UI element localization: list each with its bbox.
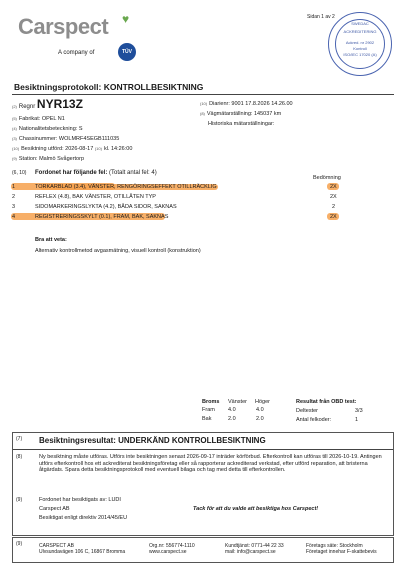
nationalitet-value: Nationalitetsbeteckning: S <box>18 126 83 132</box>
fault-grade: 2 <box>332 204 336 210</box>
footer-seat: Företags säte: Stockholm <box>306 543 363 549</box>
bra-att-veta-heading: Bra att veta: <box>35 237 67 243</box>
fault-grade: 2X <box>330 184 337 190</box>
footer-phone: Kundtjänst: 0771-44 22 33 <box>225 543 284 549</box>
footer-company: CARSPECT AB <box>39 543 74 549</box>
company-of-label: A company of <box>58 50 95 56</box>
footer-tax: Företaget innehar F-skattebevis <box>306 549 377 555</box>
fault-grade: 2X <box>330 194 337 200</box>
faults-heading: Fordonet har följande fel: <box>35 170 108 176</box>
footer-col-1 <box>39 543 125 555</box>
nationalitet-row <box>12 126 82 133</box>
tested-ref: (9) <box>16 497 23 503</box>
fault-number: 4 <box>12 214 16 220</box>
result-ref: (7) <box>16 436 23 442</box>
fault-row <box>12 183 352 191</box>
page-number: Sidan 1 av 2 <box>307 14 335 20</box>
result-body: Ny besiktning måste utföras. Utförs inte besiktningen senast 2026-09-17 inträder körförbud. Efterkontroll kan utföras till 2026-10-19. Antingen utförs efterkontroll hos ett ackrediterat besiktningsföretag eller så rapporterar ackrediterad verkstad, efter utförd reparation, att bristerna åtgärdats. Spara detta besiktningsprotokoll med eventuell bilaga och tag med detta till efterkontrollen. <box>39 454 382 473</box>
thanks-text: Tack för att du valde att besiktiga hos Carspect! <box>193 506 319 512</box>
carspect-logo: Carspect <box>18 14 109 39</box>
result-body-ref: (8) <box>16 454 23 460</box>
seal-side: ACKREDITERING <box>343 29 377 34</box>
footer-ref: (9) <box>16 541 23 547</box>
fault-number: 3 <box>12 204 16 210</box>
regnr-label: Regnr <box>18 104 36 110</box>
kl-value: kl. 14:26:00 <box>103 146 133 152</box>
footer <box>12 537 394 563</box>
kl-ref: (10) <box>94 146 102 151</box>
brake-header: Höger <box>255 399 270 405</box>
fault-grade: 2X <box>330 214 337 220</box>
result-heading: Besiktningsresultat: UNDERKÄND KONTROLLBESIKTNING <box>39 436 266 445</box>
diarienr-value: Diarienr: 9001 17.8.2026 14.26.00 <box>209 101 293 107</box>
fault-row <box>12 203 352 211</box>
footer-col-4 <box>306 543 377 555</box>
seal-number: Ackred. nr 2902 <box>345 40 375 45</box>
chassi-value: Chassinummer: WOLMRF4SEGB111035 <box>18 136 120 142</box>
obd-label: Deltester <box>296 408 319 414</box>
fault-row <box>12 213 352 221</box>
brake-cell: 4.0 <box>228 407 236 413</box>
regnr-ref: (2) <box>12 104 17 109</box>
chassi-row <box>12 136 119 143</box>
bra-att-veta-text: Alternativ kontrollmetod avgasmätning, visuell kontroll (konstruktion) <box>35 248 201 254</box>
result-box <box>12 432 394 536</box>
utford-value: Besiktning utförd: 2026-08-17 <box>21 146 94 152</box>
obd-table <box>296 399 391 426</box>
fabrikat-value: Fabrikat: OPEL N1 <box>18 116 65 122</box>
fault-text: REFLEX (4.8), BAK VÄNSTER, OTILLÅTEN TYP <box>35 194 156 200</box>
brake-cell: 2.0 <box>228 416 236 422</box>
matar-row <box>200 111 281 118</box>
faults-ref: (6, 10) <box>12 170 27 176</box>
regnr-value: NYR13Z <box>36 97 83 111</box>
faults-total: (Totalt antal fel: 4) <box>109 170 157 176</box>
fabrikat-ref: (5) <box>12 116 17 121</box>
station-value: Station: Malmö Svågertorp <box>18 156 85 162</box>
grade-heading: Bedömning <box>313 175 341 181</box>
swedac-seal <box>328 12 392 76</box>
matar-ref: (8) <box>200 111 205 116</box>
faults-heading-row <box>35 170 157 177</box>
seal-iso: ISO/IEC 17020 (A) <box>343 52 377 57</box>
title-divider <box>12 94 394 95</box>
brake-header: Broms <box>202 399 220 405</box>
brake-header: Vänster <box>228 399 247 405</box>
obd-value: 3/3 <box>355 408 363 414</box>
diarienr-row <box>200 101 293 108</box>
tested-by: Fordonet har besiktigats av: LUDI <box>39 497 121 503</box>
station-row <box>12 156 84 163</box>
nationalitet-ref: (4) <box>12 126 17 131</box>
brake-table <box>202 399 282 425</box>
footer-address: Ulvsundavägen 106 C, 16867 Bromma <box>39 549 126 555</box>
regnr-block <box>12 97 83 111</box>
brake-cell: Bak <box>202 416 212 422</box>
matar-value: Vägmätarställning: 145037 km <box>206 111 282 117</box>
fabrikat-row <box>12 116 65 123</box>
seal-type: Kontroll <box>353 46 367 51</box>
tuv-logo: TÜV <box>118 43 136 61</box>
station-ref: (9) <box>12 156 17 161</box>
fault-row <box>12 193 352 201</box>
document-title: Besiktningsprotokoll: KONTROLLBESIKTNING <box>14 82 204 92</box>
fault-number: 2 <box>12 194 16 200</box>
footer-col-3 <box>225 543 284 555</box>
fault-text: TORKARBLAD (3.4), VÄNSTER, RENGÖRINGSEFFEKT OTILLRÄCKLIG <box>35 184 217 190</box>
brake-cell: 2.0 <box>256 416 264 422</box>
fault-text: SIDOMARKERINGSLYKTA (4.2), BÅDA SIDOR, SAKNAS <box>35 204 177 210</box>
obd-heading: Resultat från OBD test: <box>296 399 357 405</box>
footer-website[interactable]: www.carspect.se <box>149 549 187 555</box>
heart-icon: ♥ <box>122 12 130 26</box>
chassi-ref: (3) <box>12 136 17 141</box>
obd-value: 1 <box>355 417 359 423</box>
diarienr-ref: (10) <box>200 101 208 106</box>
brake-cell: Fram <box>202 407 215 413</box>
historik-label: Historiska mätarställningar: <box>208 121 275 127</box>
tested-company: Carspect AB <box>39 506 70 512</box>
result-divider <box>13 449 393 450</box>
directive: Besiktigat enligt direktiv 2014/45/EU <box>39 515 128 521</box>
footer-orgnr: Org.nr: 556774-1110 <box>149 543 195 549</box>
brake-cell: 4.0 <box>256 407 264 413</box>
obd-label: Antal felkoder: <box>296 417 332 423</box>
utford-row <box>12 146 132 153</box>
seal-top: SWEDAC <box>351 21 369 26</box>
footer-col-2 <box>149 543 195 555</box>
fault-number: 1 <box>12 184 16 190</box>
footer-email[interactable]: mail: info@carspect.se <box>225 549 276 555</box>
fault-text: REGISTRERINGSSKYLT (0.1), FRAM, BAK, SAKNAS <box>35 214 169 220</box>
utford-ref: (10) <box>12 146 20 151</box>
